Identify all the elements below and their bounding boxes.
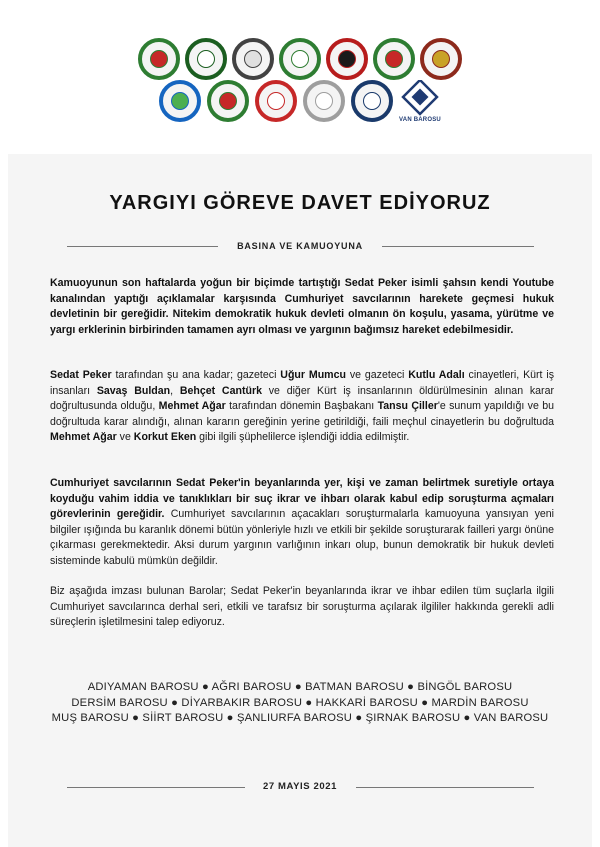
bingol-baro-logo-icon: [279, 38, 321, 80]
bar-association-logos: [0, 0, 600, 150]
signatory-line-1: ADIYAMAN BAROSU ● AĞRI BAROSU ● BATMAN BAROSU ● BİNGÖL BAROSU: [87, 681, 513, 693]
paragraph-3: Cumhuriyet savcılarının Sedat Peker'in beyanlarında yer, kişi ve zaman belirtmek suretiyle ortaya koyduğu vahim iddia ve tanıklıkları bir suç ikrar ve ihbarı olarak kabul edip soruşturma açmaları görevlerinin gereğidir. Cumhuriyet savcılarının açacakları soruşturmalarla kamuoyuna yansıyan yeni bilgiler ışığında bu karanlık dönemi bütün yönleriyle hızlı ve etkili bir şekilde soruşturarak failleri yargı önüne çıkarması gerekmektedir. Aksi durum yargının varlığının inkarı olup, bunun demokratik bir hukuk devleti sisteminde kabulü mümkün değildir.: [50, 477, 555, 567]
page-title: YARGIYI GÖREVE DAVET EDİYORUZ: [109, 192, 491, 214]
paragraph-1: Kamuoyunun son haftalarda yoğun bir biçimde tartıştığı Sedat Peker isimli şahsın kendi Youtube kanalından yaptığı açıklamalar karşısında Cumhuriyet savcılarının harekete geçmesi hukuk devletinin bir gereğidir. Nitekim demokratik hukuk devleti olmanın ön koşulu, yasama, yürütme ve yargı erklerinin birbirinden tamamen ayrı olması ve yargının bağımsız hareket edebilmesidir.: [50, 277, 554, 336]
adiyaman-baro-logo-icon: [138, 38, 180, 80]
van-baro-caption: VAN BAROSU: [399, 117, 441, 123]
paragraph-2: Sedat Peker tarafından şu ana kadar; gazeteci Uğur Mumcu ve gazeteci Kutlu Adalı cinayetleri, Kürt iş insanları Savaş Buldan, Behçet Cantürk ve diğer Kürt iş insanlarının öldürülmesinin alınan karar doğrultusunda olduğu, Mehmet Ağar tarafından dönemin Başbakanı Tansu Çiller'e sunum yapıldığı ve bu doğrultuda karar alındığı, alınan kararın gereğinin yerine getirildiği, faili meçhul cinayetlerin bu doğrultuda Mehmet Ağar ve Korkut Eken gibi ilgili şüphelilerce işlendiği iddia edilmiştir.: [50, 369, 555, 444]
dersim-baro-logo-icon: [159, 80, 201, 122]
hakkari-baro-logo-icon: [373, 38, 415, 80]
logo-row-top: [0, 38, 600, 80]
diyarbakir-baro-logo-icon: [326, 38, 368, 80]
date-divider-right: [356, 787, 534, 788]
sirnak-baro-logo-icon: [351, 80, 393, 122]
siirt-baro-logo-icon: [255, 80, 297, 122]
van-baro-logo-icon: [399, 80, 441, 122]
sanliurfa-baro-logo-icon: [303, 80, 345, 122]
batman-baro-logo-icon: [232, 38, 274, 80]
date: 27 MAYIS 2021: [263, 781, 337, 792]
agri-baro-logo-icon: [185, 38, 227, 80]
logo-row-bottom: [0, 80, 600, 122]
signatory-list: [0, 680, 600, 727]
subtitle: BASINA VE KAMUOYUNA: [237, 241, 363, 251]
mus-baro-logo-icon: [207, 80, 249, 122]
signatory-line-3: MUŞ BAROSU ● SİİRT BAROSU ● ŞANLIURFA BAROSU ● ŞIRNAK BAROSU ● VAN BAROSU: [51, 712, 549, 724]
divider-right: [382, 246, 534, 247]
mardin-baro-logo-icon: [420, 38, 462, 80]
paragraph-4: Biz aşağıda imzası bulunan Barolar; Sedat Peker'in beyanlarında ikrar ve ihbar edilen tüm suçlarla ilgili Cumhuriyet savcılarınca derhal seri, etkili ve tarafsız bir soruşturma açılarak ilgililer hakkında gerekli adli süreçlerin işletilmesini talep ediyoruz.: [50, 585, 554, 629]
signatory-line-2: DERSİM BAROSU ● DİYARBAKIR BAROSU ● HAKKARİ BAROSU ● MARDİN BAROSU: [71, 696, 529, 709]
